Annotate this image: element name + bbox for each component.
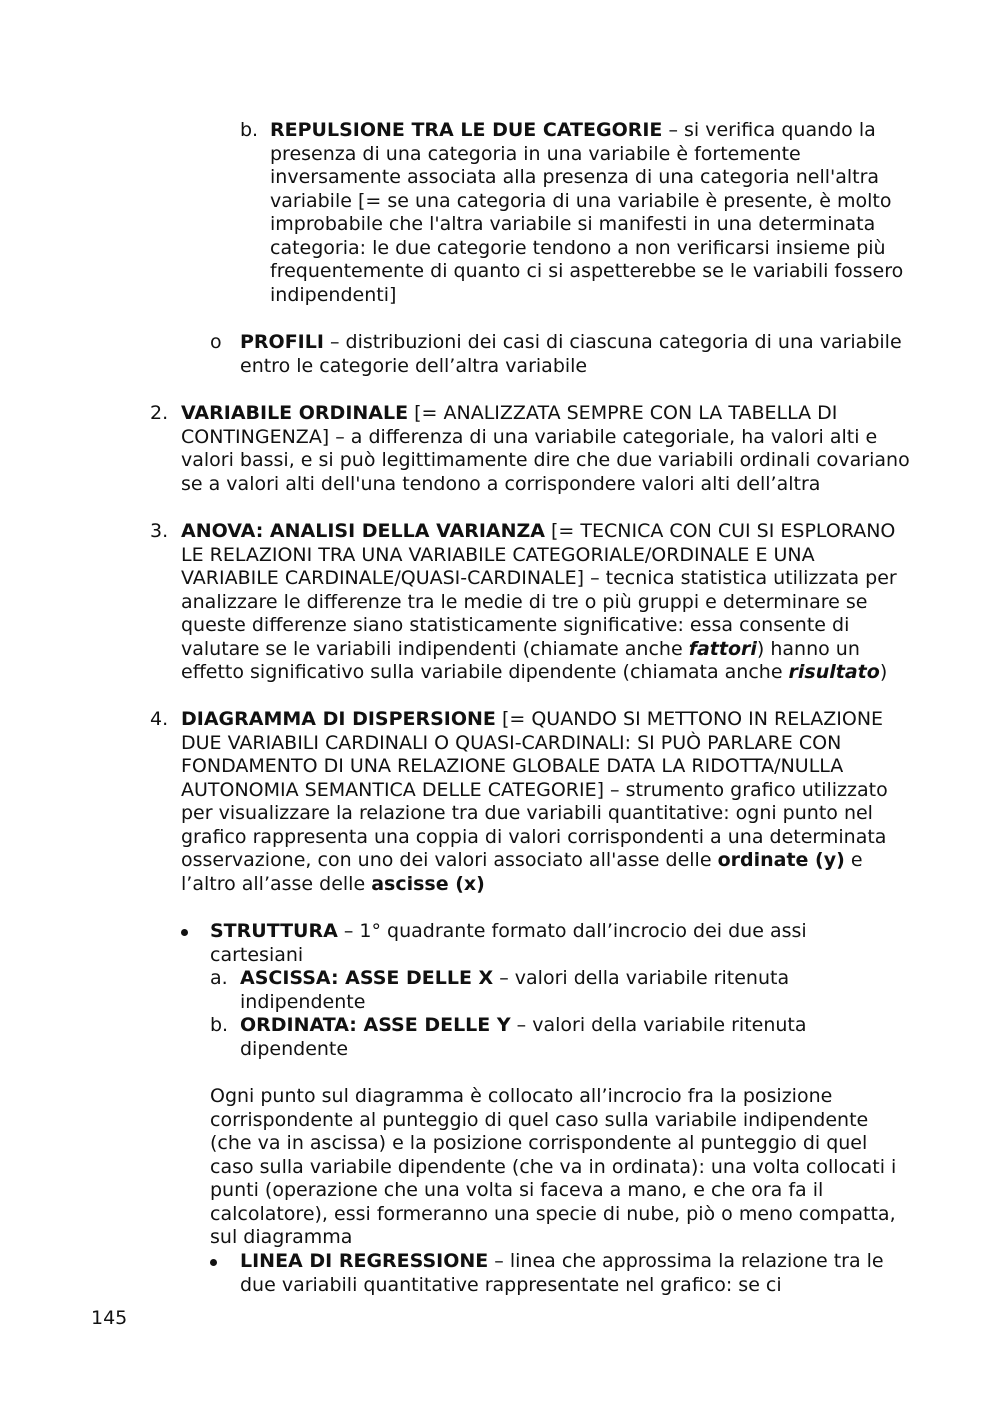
description: [= QUANDO SI METTONO IN RELAZIONE DUE VARIABILI CARDINALI O QUASI-CARDINALI: SI PUÒ PARLARE CON FONDAMENTO DI UNA RELAZIONE GLOBALE DATA LA RIDOTTA/NULLA AUTONOMIA SEMANTICA DELLE CATEGORIE] – strumento grafico utilizzato per visualizzare la relazione tra due variabili quantitative: ogni punto nel grafico rappresenta una coppia di valori corrispondenti a una determinata osservazione, con uno dei valori associato all'asse delle — [181, 708, 888, 871]
emphasis: risultato — [788, 661, 880, 683]
bullet-icon — [181, 929, 188, 936]
list-item-ordinata — [210, 1014, 910, 1061]
bullet-icon — [210, 1259, 217, 1266]
term-inline: ordinate (y) — [717, 849, 845, 871]
paragraph — [210, 1085, 900, 1250]
emphasis: fattori — [688, 637, 757, 660]
description: – 1° quadrante formato dall’incrocio dei due assi cartesiani — [210, 920, 807, 966]
list-item-text — [181, 708, 910, 896]
list-item-text — [181, 402, 910, 496]
list-item-diagramma — [150, 708, 910, 896]
term: LINEA DI REGRESSIONE — [240, 1250, 489, 1272]
description: – si verifica quando la presenza di una categoria in una variabile è fortemente inversamente associata alla presenza di una categoria nell'altra variabile [= se una categoria di una variabile è presente, è molto improbabile che l'altra variabile si manifesti in una determinata categoria: le due categorie tendono a non verificarsi insieme più frequentemente di quanto ci si aspetterebbe se le variabili fossero indipendenti] — [270, 119, 904, 306]
page-number: 145 — [91, 1307, 128, 1329]
list-item-text — [240, 967, 910, 1014]
list-item-text — [210, 920, 881, 967]
description: – linea che approssima la relazione tra le due variabili quantitative rappresentate nel grafico: se ci — [240, 1250, 884, 1296]
list-item-ascissa — [210, 967, 910, 1014]
list-marker: a. — [210, 967, 228, 989]
paragraph-text: Ogni punto sul diagramma è collocato all’incrocio fra la posizione corrispondente al punteggio di quel caso sulla variabile indipendente (che va in ascissa) e la posizione corrispondente al punteggio di quel caso sulla variabile dipendente (che va in ordinata): una volta collocati i punti (operazione che una volta si faceva a mano, e che ora fa il calcolatore), essi formeranno una specie di nube, piò o meno compatta, sul diagramma — [210, 1085, 897, 1248]
list-marker: b. — [210, 1014, 229, 1036]
term: PROFILI — [240, 331, 324, 353]
term: ASCISSA: ASSE DELLE X — [240, 967, 494, 989]
list-item-profili — [210, 331, 910, 378]
description: [= TECNICA CON CUI SI ESPLORANO LE RELAZIONI TRA UNA VARIABILE CATEGORIALE/ORDINALE E UNA VARIABILE CARDINALE/QUASI-CARDINALE] – tecnica statistica utilizzata per analizzare le differenze tra le medie di tre o più gruppi e determinare se queste differenze siano statisticamente significative: essa consente di valutare se le variabili indipendenti (chiamate anche — [181, 520, 897, 660]
list-item-text — [240, 1250, 910, 1297]
term: ORDINATA: ASSE DELLE Y — [240, 1014, 511, 1036]
term-inline: ascisse (x) — [371, 872, 485, 895]
list-item-text — [240, 331, 910, 378]
list-number: 4. — [150, 708, 169, 730]
term: DIAGRAMMA DI DISPERSIONE — [181, 708, 496, 730]
description: – valori della variabile ritenuta indipendente — [240, 967, 790, 1013]
description: [= ANALIZZATA SEMPRE CON LA TABELLA DI CONTINGENZA] – a differenza di una variabile categoriale, ha valori alti e valori bassi, e si può legittimamente dire che due variabili ordinali covariano se a valori alti dell'una tendono a corrispondere valori alti dell’altra — [181, 402, 910, 495]
term: VARIABILE ORDINALE — [181, 402, 409, 424]
list-marker: o — [210, 331, 222, 353]
term: ANOVA: ANALISI DELLA VARIANZA — [181, 520, 545, 542]
list-marker: b. — [240, 119, 259, 141]
description: e l’altro all’asse delle — [181, 849, 863, 895]
term: STRUTTURA — [210, 920, 338, 942]
list-item-repulsione — [240, 119, 920, 307]
list-number: 3. — [150, 520, 169, 542]
list-item-variabile-ordinale — [150, 402, 910, 496]
list-item-text — [181, 520, 915, 685]
list-item-text — [270, 119, 920, 307]
bullet-item-struttura — [181, 920, 881, 967]
list-item-text — [240, 1014, 910, 1061]
description: – valori della variabile ritenuta dipendente — [240, 1014, 807, 1060]
description: – distribuzioni dei casi di ciascuna categoria di una variabile entro le categorie dell’altra variabile — [240, 331, 902, 377]
list-item-anova — [150, 520, 915, 685]
list-number: 2. — [150, 402, 169, 424]
bullet-item-regressione — [210, 1250, 910, 1297]
description: ) — [879, 661, 888, 683]
description: ) hanno un effetto significativo sulla variabile dipendente (chiamata anche — [181, 637, 860, 683]
term: REPULSIONE TRA LE DUE CATEGORIE — [270, 119, 663, 141]
